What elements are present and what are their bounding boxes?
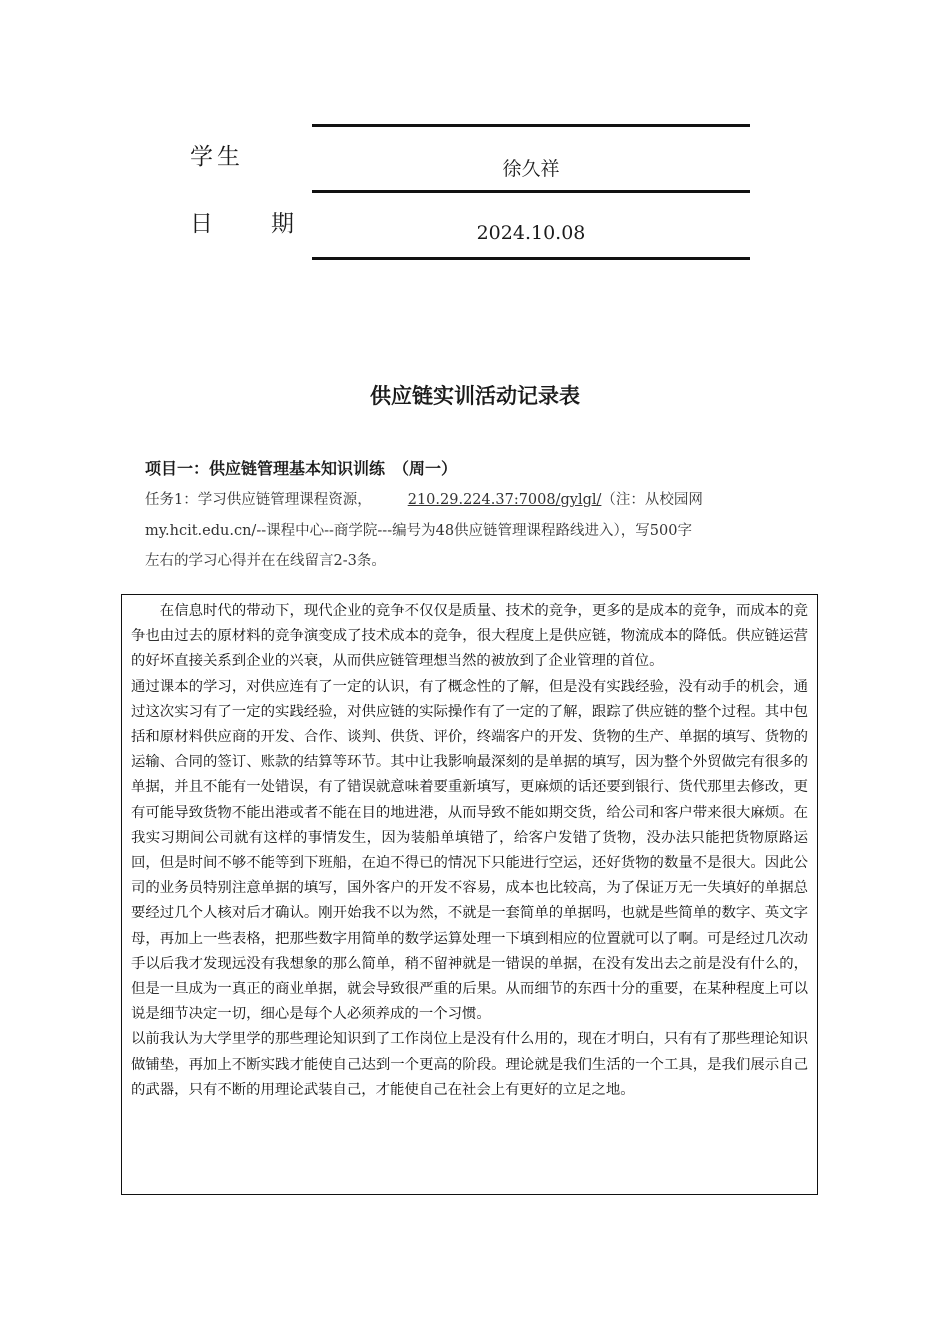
course-link[interactable]: 210.29.224.37:7008/gylgl/ <box>407 492 602 508</box>
date-label: 日 期 <box>190 211 298 237</box>
task-description <box>145 488 809 574</box>
student-name: 徐久祥 <box>502 158 560 180</box>
essay-box <box>121 594 818 1195</box>
essay-paragraph-2: 通过课本的学习，对供应连有了一定的认识，有了概念性的了解，但是没有实践经验，没有动手的机会，通过这次实习有了一定的实践经验，对供应链的实际操作有了一定的了解，跟踪了供应链的整个过程。其中包括和原材料供应商的开发、合作、谈判、供货、评价，终端客户的开发、货物的生产、单据的填写、货物的运输、合同的签订、账款的结算等环节。其中让我影响最深刻的是单据的填写，因为整个外贸做完有很多的单据，并且不能有一处错误，有了错误就意味着要重新填写，更麻烦的话还要到银行、货代那里去修改，更有可能导致货物不能出港或者不能在目的地进港，从而导致不能如期交货，给公司和客户带来很大麻烦。在我实习期间公司就有这样的事情发生，因为装船单填错了，给客户发错了货物，没办法只能把货物原路运回，但是时间不够不能等到下班船，在迫不得已的情况下只能进行空运，还好货物的数量不是很大。因此公司的业务员特别注意单据的填写，国外客户的开发不容易，成本也比较高，为了保证万无一失填好的单据总要经过几个人核对后才确认。刚开始我不以为然，不就是一套简单的单据吗，也就是些简单的数字、英文字母，再加上一些表格，把那些数字用简单的数学运算处理一下填到相应的位置就可以了啊。可是经过几次动手以后我才发现远没有我想象的那么简单，稍不留神就是一错误的单据，在没有发出去之前是没有什么的，但是一旦成为一真正的商业单据，就会导致很严重的后果。从而细节的东西十分的重要，在某种程度上可以说是细节决定一切，细心是每个人必须养成的一个习惯。 <box>131 678 808 1023</box>
task-line-3: 左右的学习心得并在在线留言2-3条。 <box>145 553 386 569</box>
page-title: 供应链实训活动记录表 <box>370 383 580 408</box>
date-underline <box>312 257 750 260</box>
task-line-2: my.hcit.edu.cn/--课程中心--商学院---编号为48供应链管理课程路线进入），写500字 <box>145 522 692 539</box>
essay-paragraph-3: 以前我认为大学里学的那些理论知识到了工作岗位上是没有什么用的，现在才明白，只有有了那些理论知识做铺垫，再加上不断实践才能使自己达到一个更高的阶段。理论就是我们生活的一个工具，是我们展示自己的武器，只有不断的用理论武装自己，才能使自己在社会上有更好的立足之地。 <box>131 1031 808 1098</box>
project-heading: 项目一：供应链管理基本知识训练 （周一） <box>145 459 458 478</box>
task-note: （注：从校园网 <box>601 492 703 508</box>
student-label: 学生 <box>190 144 244 170</box>
date-value: 2024.10.08 <box>476 222 586 244</box>
task-prefix: 任务1：学习供应链管理课程资源， <box>145 492 372 508</box>
essay-paragraph-1: 在信息时代的带动下，现代企业的竞争不仅仅是质量、技术的竞争，更多的是成本的竞争，而成本的竞争也由过去的原材料的竞争演变成了技术成本的竞争，很大程度上是供应链，物流成本的降低。供应链运营的好坏直接关系到企业的兴衰，从而供应链管理想当然的被放到了企业管理的首位。 <box>131 603 808 670</box>
student-underline <box>312 190 750 193</box>
top-rule <box>312 124 750 127</box>
task-line-1 <box>145 488 809 513</box>
